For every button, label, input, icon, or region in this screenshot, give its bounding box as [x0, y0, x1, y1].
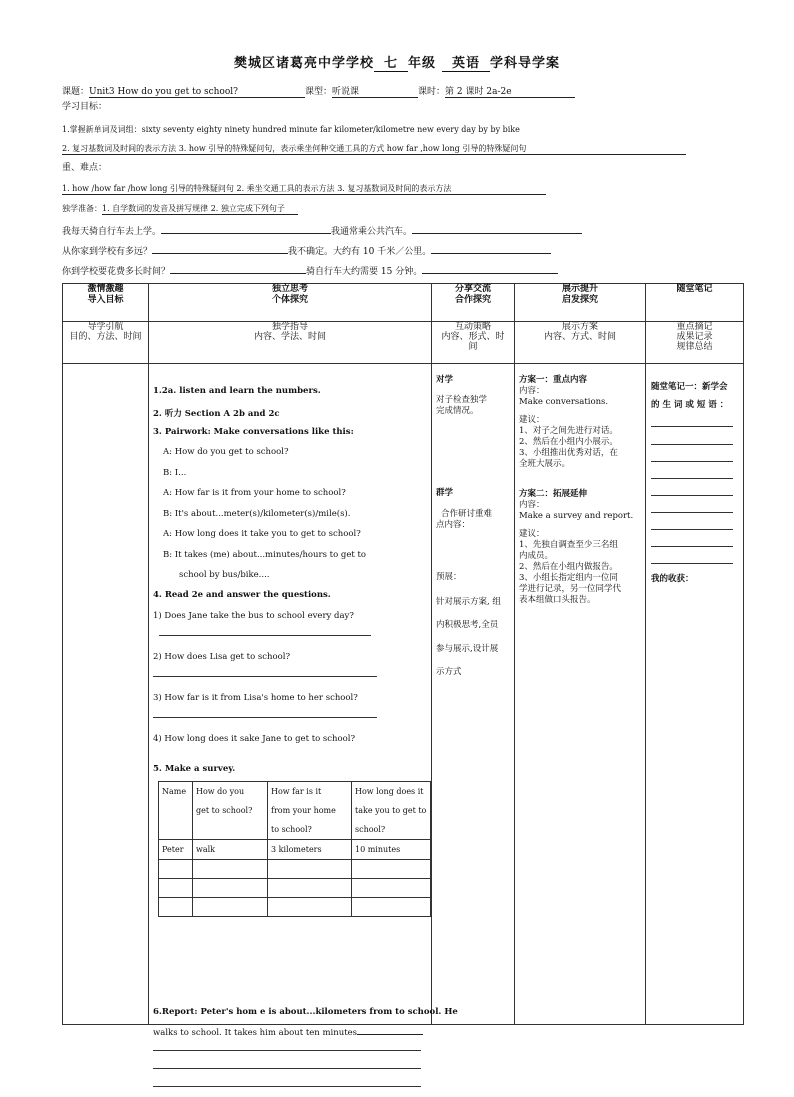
- s5-line3: 规律总结: [676, 342, 713, 352]
- sentence-2b: 我不确定。大约有 10 千米／公里。: [288, 247, 432, 257]
- h3-line2: 合作探究: [454, 295, 491, 305]
- body-col5: [646, 364, 744, 1025]
- report-line-4[interactable]: [153, 1068, 421, 1069]
- dialog-2: B: I...: [163, 468, 187, 478]
- task-3: 3. Pairwork: Make conversations like this:: [153, 427, 354, 437]
- sentence-2: [62, 244, 551, 257]
- survey-header-far: [268, 782, 352, 840]
- objectives-line2: [62, 143, 686, 155]
- keypoints-line-text: 1. how /how far /how long 引导的特殊疑问句 2. 乘坐交通工具的表示方法 3. 复习基数词及时间的表示方法: [62, 183, 546, 195]
- sentence-1a: 我每天骑自行车去上学。: [62, 227, 162, 237]
- plan2-advice1: 1、先独自调查至少三名组: [519, 540, 618, 550]
- h4-line2: 启发探究: [561, 295, 598, 305]
- survey-cell[interactable]: [352, 860, 431, 879]
- survey-c2-l2: get to school?: [196, 806, 253, 815]
- survey-cell: Peter: [159, 840, 193, 860]
- pair-study-line2: 完成情况。: [436, 406, 479, 416]
- notes-line[interactable]: [651, 563, 733, 564]
- s3-line3: 间: [468, 342, 478, 352]
- header-col4: [515, 284, 646, 322]
- prep-line: [62, 203, 298, 215]
- question-1: 1) Does Jane take the bus to school every day?: [153, 611, 354, 621]
- blank-3a[interactable]: [170, 273, 306, 274]
- survey-cell[interactable]: [268, 879, 352, 898]
- notes-line[interactable]: [651, 478, 733, 479]
- survey-cell[interactable]: [193, 879, 268, 898]
- plan1-title: 方案一：重点内容: [519, 375, 588, 385]
- body-col3: [432, 364, 515, 1025]
- plan1-content: Make conversations.: [519, 397, 609, 407]
- group-study-label: 群学: [436, 488, 454, 498]
- h1-line2: 导入目标: [87, 295, 124, 305]
- h2-line1: 独立思考: [271, 284, 308, 294]
- plan2-advice2: 内成员。: [519, 551, 554, 561]
- sub-col5: [646, 322, 744, 364]
- survey-cell[interactable]: [159, 879, 193, 898]
- blank-2b[interactable]: [431, 253, 551, 254]
- survey-cell[interactable]: [352, 879, 431, 898]
- plan1-advice3: 3、小组推出优秀对话，在: [519, 448, 618, 458]
- s2-line2: 内容、学法、时间: [253, 332, 326, 342]
- survey-table: [158, 781, 431, 917]
- report-text-2: walks to school. It takes him about ten minutes: [153, 1028, 357, 1038]
- table-row: [159, 840, 431, 860]
- gains-label: 我的收获：: [651, 574, 694, 584]
- survey-header-name: [159, 782, 193, 840]
- s1-line1: 导学引航: [87, 322, 124, 332]
- question-2: 2) How does Lisa get to school?: [153, 652, 291, 662]
- header-col1: [63, 284, 149, 322]
- report-text-1: 6.Report: Peter's hom e is about...kilometers from to school. He: [153, 1007, 458, 1017]
- type-label: 课型：: [305, 87, 333, 97]
- plan1-advice-label: 建议：: [519, 415, 545, 425]
- task-1: 1.2a. listen and learn the numbers.: [153, 386, 321, 396]
- answer-line-3[interactable]: [153, 717, 377, 718]
- answer-line-1[interactable]: [159, 635, 371, 636]
- survey-cell[interactable]: [268, 898, 352, 917]
- sentence-3a: 你到学校要花费多长时间？: [62, 267, 171, 277]
- report-line-5[interactable]: [153, 1086, 421, 1087]
- h4-line1: 展示提升: [561, 284, 598, 294]
- group-study-line2: 点内容：: [436, 520, 471, 530]
- pair-study-label: 对学: [436, 375, 454, 385]
- blank-2a[interactable]: [152, 253, 288, 254]
- blank-3b[interactable]: [422, 273, 558, 274]
- survey-c2-l1: How do you: [196, 787, 245, 796]
- answer-line-2[interactable]: [153, 676, 377, 677]
- notes-line[interactable]: [651, 529, 733, 530]
- plan2-advice6: 表本组做口头报告。: [519, 595, 596, 605]
- survey-cell: 10 minutes: [352, 840, 431, 860]
- school-name: 樊城区诸葛亮中学学校: [233, 56, 374, 71]
- task-5: 5. Make a survey.: [153, 764, 236, 774]
- subject-suffix: 学科导学案: [490, 56, 561, 71]
- plan1-advice4: 全班大展示。: [519, 459, 571, 469]
- preview-line1: 针对展示方案, 组: [436, 597, 501, 607]
- header-col5: [646, 284, 744, 322]
- survey-c4-l1: How long does it: [355, 787, 424, 796]
- sub-col4: [515, 322, 646, 364]
- plan2-advice4: 3、小组长指定组内一位同: [519, 573, 618, 583]
- s1-line2: 目的、方法、时间: [69, 332, 142, 342]
- survey-header-long: [352, 782, 431, 840]
- s4-line1: 展示方案: [561, 322, 598, 332]
- table-row[interactable]: [159, 879, 431, 898]
- dialog-6: B: It takes (me) about...minutes/hours to get to: [163, 550, 367, 560]
- plan1-advice1: 1、对子之间先进行对话。: [519, 426, 618, 436]
- keypoints-heading: 重、难点：: [62, 163, 108, 173]
- keypoints-line: [62, 183, 546, 195]
- survey-cell[interactable]: [352, 898, 431, 917]
- dialog-4: B: It's about...meter(s)/kilometer(s)/mile(s).: [163, 509, 351, 519]
- table-row[interactable]: [159, 898, 431, 917]
- period-value: 第 2 课时 2a-2e: [445, 84, 575, 98]
- h1-line1: 激情激趣: [87, 284, 124, 294]
- survey-c3-l1: How far is it: [271, 787, 322, 796]
- sub-col1: [63, 322, 149, 364]
- body-col1: [63, 364, 149, 1025]
- notes-line[interactable]: [651, 546, 733, 547]
- sub-col3: [432, 322, 515, 364]
- report-line-1: [153, 1007, 458, 1017]
- topic-value: Unit3 How do you get to school?: [89, 87, 305, 98]
- survey-c1: Name: [162, 787, 187, 796]
- body-col4: [515, 364, 646, 1025]
- dialog-3: A: How far is it from your home to school?: [163, 488, 346, 498]
- plan2-content: Make a survey and report.: [519, 511, 634, 521]
- notes-line[interactable]: [651, 512, 733, 513]
- survey-c3-l2: from your home: [271, 806, 336, 815]
- question-3: 3) How far is it from Lisa's home to her school?: [153, 693, 358, 703]
- prep-label: 独学准备：: [62, 204, 102, 213]
- objectives-heading: 学习目标：: [62, 102, 108, 112]
- h5-line1: 随堂笔记: [676, 284, 713, 294]
- topic-label: 课题：: [62, 87, 90, 97]
- objectives-line1: 1.掌握新单词及词组：sixty seventy eighty ninety hundred minute far kilometer/kilometre new every day by by bike: [62, 125, 520, 134]
- grade: 七: [374, 52, 408, 72]
- notes-line[interactable]: [651, 461, 733, 462]
- task-2: 2. 听力 Section A 2b and 2c: [153, 409, 280, 419]
- survey-cell[interactable]: [193, 860, 268, 879]
- preview-line4: 示方式: [436, 667, 462, 677]
- header-col3: [432, 284, 515, 322]
- h2-line2: 个体探究: [271, 295, 308, 305]
- report-line-3[interactable]: [153, 1050, 421, 1051]
- notes-line[interactable]: [651, 495, 733, 496]
- page-title: [0, 52, 794, 72]
- subject: 英语: [442, 52, 490, 72]
- dialog-7: school by bus/bike....: [179, 570, 270, 580]
- pair-study-line1: 对子检查独学: [436, 395, 488, 405]
- notes-label-line2: 的 生 词 或 短 语 ：: [651, 400, 729, 410]
- sub-col2: [149, 322, 432, 364]
- prep-text: 1. 自学数词的发音及拼写规律 2. 独立完成下列句子: [102, 203, 298, 215]
- dialog-1: A: How do you get to school?: [163, 447, 289, 457]
- period-label: 课时：: [418, 87, 446, 97]
- s3-line1: 互动策略: [454, 322, 491, 332]
- table-row[interactable]: [159, 860, 431, 879]
- header-col2: [149, 284, 432, 322]
- sentence-3b: 骑自行车大约需要 15 分钟。: [306, 267, 423, 277]
- plan2-advice3: 2、然后在小组内做报告。: [519, 562, 618, 572]
- survey-cell[interactable]: [159, 898, 193, 917]
- survey-c4-l2: take you to get to: [355, 806, 427, 815]
- lesson-info: [62, 84, 575, 98]
- survey-header-how: [193, 782, 268, 840]
- sentence-1: [62, 224, 582, 237]
- notes-label-line1: 随堂笔记一：新学会: [651, 382, 728, 392]
- survey-c4-l3: school?: [355, 825, 386, 834]
- plan2-advice-label: 建议：: [519, 529, 545, 539]
- plan2-advice5: 学进行记录，另一位同学代: [519, 584, 622, 594]
- preview-line3: 参与展示,设计展: [436, 644, 499, 654]
- survey-c3-l3: to school?: [271, 825, 312, 834]
- plan1-content-label: 内容：: [519, 386, 545, 396]
- task-4: 4. Read 2e and answer the questions.: [153, 590, 331, 600]
- group-study-line1: 合作研讨重难: [441, 509, 493, 519]
- notes-line[interactable]: [651, 444, 733, 445]
- h3-line1: 分享交流: [454, 284, 491, 294]
- objectives-line2-text: 2. 复习基数词及时间的表示方法 3. how 引导的特殊疑问句，表示乘坐何种交通工具的方式 how far ,how long 引导的特殊疑问句: [62, 143, 686, 155]
- question-4: 4) How long does it sake Jane to get to school?: [153, 734, 356, 744]
- study-plan-table: [62, 283, 744, 1038]
- s3-line2: 内容、形式、时: [441, 332, 505, 342]
- s2-line1: 独学指导: [271, 322, 308, 332]
- s4-line2: 内容、方式、时间: [543, 332, 616, 342]
- survey-cell: 3 kilometers: [268, 840, 352, 860]
- survey-cell[interactable]: [268, 860, 352, 879]
- sentence-3: [62, 264, 558, 277]
- report-blank[interactable]: [357, 1034, 423, 1035]
- dialog-5: A: How long does it take you to get to school?: [163, 529, 361, 539]
- survey-cell[interactable]: [193, 898, 268, 917]
- survey-cell[interactable]: [159, 860, 193, 879]
- blank-1a[interactable]: [161, 233, 331, 234]
- type-value: 听说课: [332, 84, 418, 98]
- plan1-advice2: 2、然后在小组内小展示。: [519, 437, 618, 447]
- s5-line1: 重点摘记: [676, 322, 713, 332]
- s5-line2: 成果记录: [676, 332, 713, 342]
- preview-label: 预展：: [436, 572, 462, 582]
- preview-line2: 内积极思考,全员: [436, 620, 499, 630]
- grade-suffix: 年级: [407, 56, 436, 71]
- sentence-2a: 从你家到学校有多远？: [62, 247, 153, 257]
- blank-1b[interactable]: [412, 233, 582, 234]
- survey-cell: walk: [193, 840, 268, 860]
- sentence-1b: 我通常乘公共汽车。: [331, 227, 413, 237]
- report-line-2: [153, 1028, 423, 1038]
- plan2-content-label: 内容：: [519, 500, 545, 510]
- plan2-title: 方案二：拓展延伸: [519, 489, 588, 499]
- notes-line[interactable]: [651, 426, 733, 427]
